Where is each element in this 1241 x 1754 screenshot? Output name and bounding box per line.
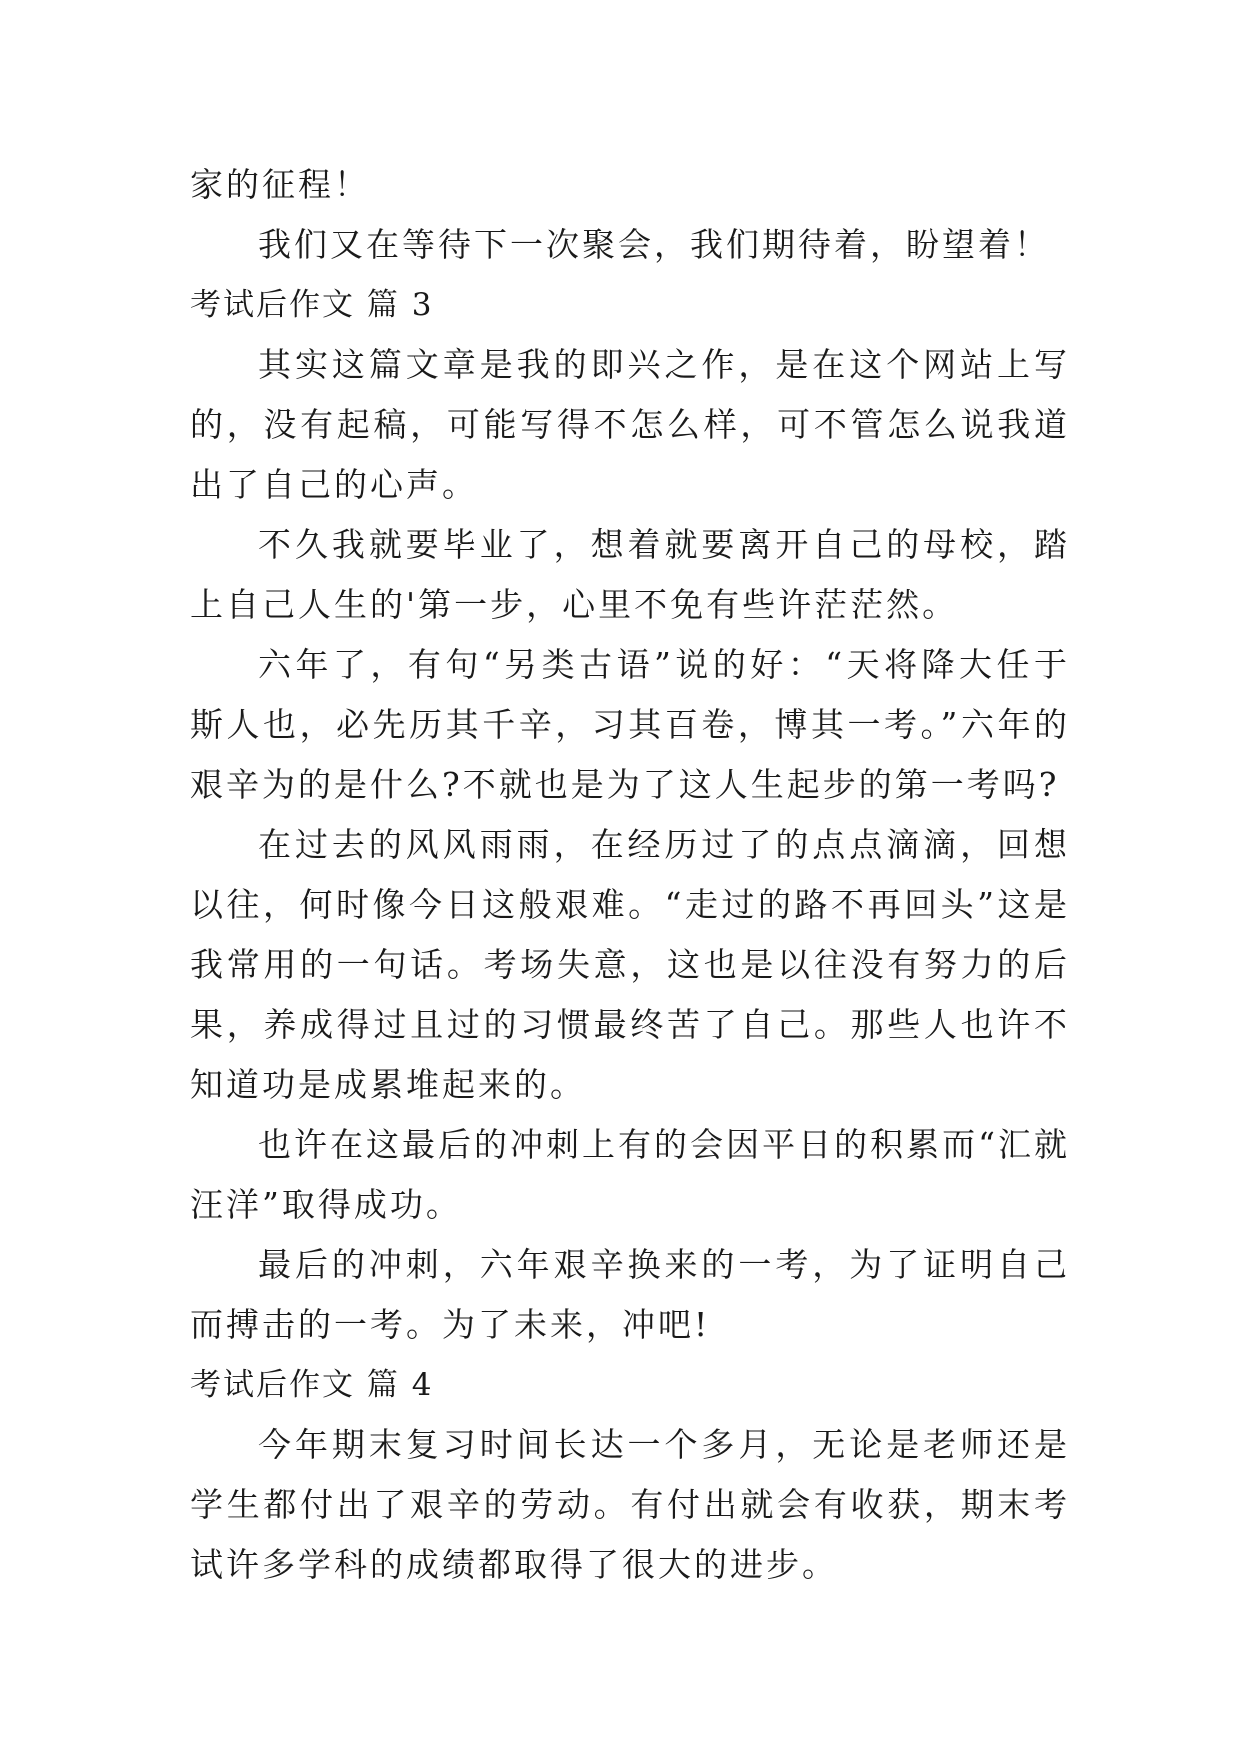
paragraph: 在过去的风风雨雨，在经历过了的点点滴滴，回想以往，何时像今日这般艰难。“走过的路不再回头”这是我常用的一句话。考场失意，这也是以往没有努力的后果，养成得过且过的习惯最终苦了自己。那些人也许不知道功是成累堆起来的。 <box>190 825 1070 1104</box>
section-heading-3: 考试后作文 篇 3 <box>190 287 434 323</box>
document-body <box>190 155 1070 1595</box>
paragraph: 不久我就要毕业了，想着就要离开自己的母校，踏上自己人生的'第一步，心里不免有些许茫茫然。 <box>190 525 1070 624</box>
paragraph: 六年了，有句“另类古语”说的好：“天将降大任于斯人也，必先历其千辛，习其百卷，博其一考。”六年的艰辛为的是什么?不就也是为了这人生起步的第一考吗? <box>190 645 1070 804</box>
paragraph: 也许在这最后的冲刺上有的会因平日的积累而“汇就汪洋”取得成功。 <box>190 1125 1070 1224</box>
paragraph: 其实这篇文章是我的即兴之作，是在这个网站上写的，没有起稿，可能写得不怎么样，可不管怎么说我道出了自己的心声。 <box>190 345 1070 504</box>
paragraph: 最后的冲刺，六年艰辛换来的一考，为了证明自己而搏击的一考。为了未来，冲吧! <box>190 1245 1070 1344</box>
paragraph-continuation: 家的征程！ <box>190 165 370 204</box>
paragraph: 今年期末复习时间长达一个多月，无论是老师还是学生都付出了艰辛的劳动。有付出就会有收获，期末考试许多学科的成绩都取得了很大的进步。 <box>190 1425 1070 1584</box>
section-heading-4: 考试后作文 篇 4 <box>190 1367 434 1403</box>
paragraph: 我们又在等待下一次聚会，我们期待着，盼望着！ <box>258 225 1050 264</box>
